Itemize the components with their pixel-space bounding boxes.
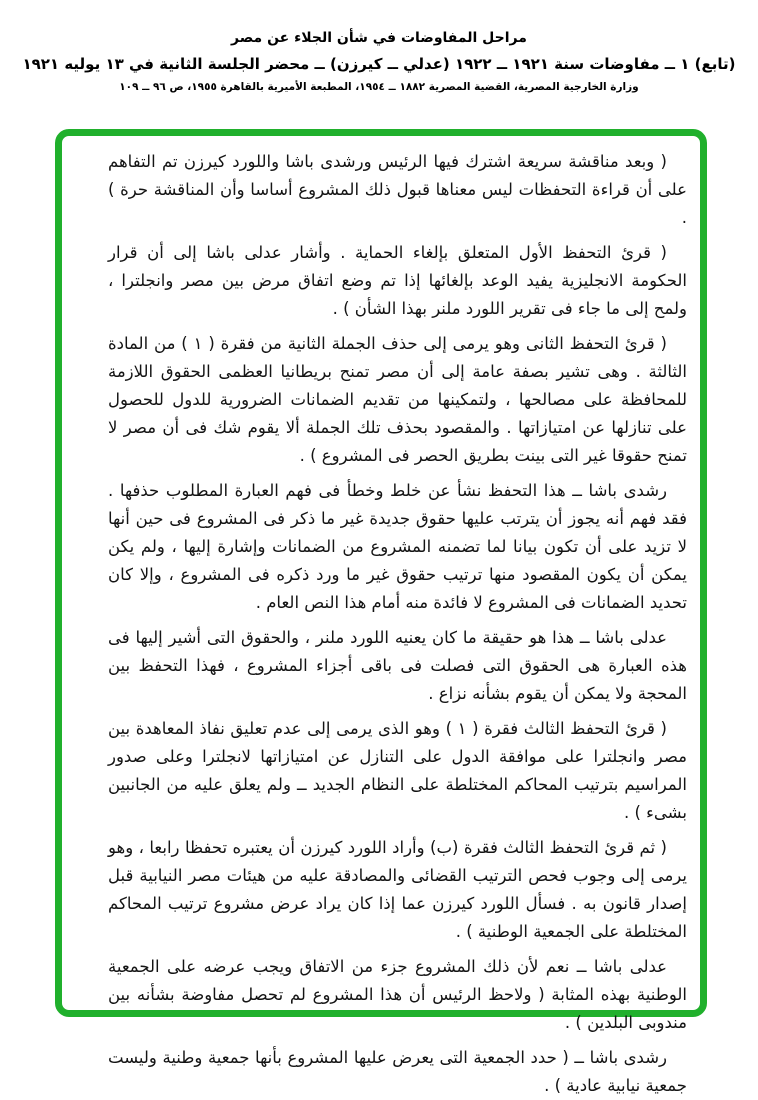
document-source-citation: وزارة الخارجية المصرية، القضية المصرية ١٨٨٢ ــ ١٩٥٤، المطبعة الأميرية بالقاهرة ١٩٥٥، ص ٩٦ ــ ١٠٩ (119, 81, 639, 93)
paragraph-third-reservation-a: ( قرئ التحفظ الثالث فقرة ( ١ ) وهو الذى يرمى إلى عدم تعليق نفاذ المعاهدة بين مصر وانجلترا على موافقة الدول على التنازل عن امتيازاتها لانجلترا وعلى صدور المراسيم بترتيب المحاكم المختلطة على النظام الجديد ــ ولم يعلق عليه من الجانبين بشىء ) . (108, 719, 687, 822)
document-subtitle: (تابع) ١ ــ مفاوضات سنة ١٩٢١ ــ ١٩٢٢ (عدلي ــ كيرزن) ــ محضر الجلسة الثانية في ١٣ يوليه ١٩٢١ (22, 55, 736, 73)
paragraph-third-reservation-b: ( ثم قرئ التحفظ الثالث فقرة (ب) وأراد اللورد كيرزن أن يعتبره تحفظا رابعا ، وهو يرمى إلى وجوب فحص الترتيب القضائى والمصادقة عليه من هيئات مصر النيابية قبل إصدار قانون به . فسأل اللورد كيرزن عما إذا كان يراد عرض مشروع ترتيب المحاكم المختلطة على الجمعية الوطنية ) . (108, 838, 687, 941)
page-header (0, 30, 758, 93)
paragraph-adli-pasha-1: عدلى باشا ــ هذا هو حقيقة ما كان يعنيه اللورد ملنر ، والحقوق التى أشير إليها فى هذه العبارة هى الحقوق التى فصلت فى باقى أجزاء المشروع ، فهذا التحفظ بين المحجة ولا يمكن أن يقوم بشأنه نزاع . (108, 628, 687, 703)
paragraph-discussion-intro: ( وبعد مناقشة سريعة اشترك فيها الرئيس ورشدى باشا واللورد كيرزن تم التفاهم على أن قراءة التحفظات ليس معناها قبول ذلك المشروع أساسا وأن المناقشة حرة ) . (108, 152, 687, 227)
paragraph-adli-pasha-2: عدلى باشا ــ نعم لأن ذلك المشروع جزء من الاتفاق ويجب عرضه على الجمعية الوطنية بهذه المثابة ( ولاحظ الرئيس أن هذا المشروع لم تحصل مفاوضة بشأنه بين مندوبى البلدين ) . (108, 957, 687, 1032)
paragraph-second-reservation: ( قرئ التحفظ الثانى وهو يرمى إلى حذف الجملة الثانية من فقرة ( ١ ) من المادة الثالثة . وهى تشير بصفة عامة إلى أن مصر تمنح بريطانيا العظمى الحقوق اللازمة للمحافظة على مصالحها ، ولتمكينها من تقديم الضمانات الضرورية للدول للحصول على تنازلها عن امتيازاتها . والمقصود بحذف تلك الجملة ألا يقوم شك فى أن مصر لا تمنح حقوقا غير التى بينت بطريق الحصر فى المشروع ) . (108, 334, 687, 465)
paragraph-rushdi-pasha-2: رشدى باشا ــ ( حدد الجمعية التى يعرض عليها المشروع بأنها جمعية وطنية وليست جمعية نيابية عادية ) . (108, 1048, 687, 1095)
document-title: مراحل المفاوضات في شأن الجلاء عن مصر (231, 30, 527, 46)
paragraph-first-reservation: ( قرئ التحفظ الأول المتعلق بإلغاء الحماية . وأشار عدلى باشا إلى أن قرار الحكومة الانجليزية يفيد الوعد بإلغائها إذا تم وضع اتفاق مرض بين مصر وانجلترا ، ولمح إلى ما جاء فى تقرير اللورد ملنر بهذا الشأن ) . (108, 243, 687, 318)
document-body (62, 136, 700, 1100)
green-border-frame (55, 129, 707, 1095)
paragraph-rushdi-pasha-1: رشدى باشا ــ هذا التحفظ نشأ عن خلط وخطأ فى فهم العبارة المطلوب حذفها . فقد فهم أنه يجوز أن يترتب عليها حقوق جديدة غير ما ذكر فى المشروع فى حين أنها لا تزيد على أن تكون بيانا لما تضمنه المشروع من الضمانات وإشارة إليها ، ولم يكن يمكن أن يكون المقصود منها ترتيب حقوق غير ما ورد ذكره فى المشروع ، وإلا كان تحديد الضمانات فى المشروع لا فائدة منه أمام هذا النص العام . (108, 481, 687, 612)
